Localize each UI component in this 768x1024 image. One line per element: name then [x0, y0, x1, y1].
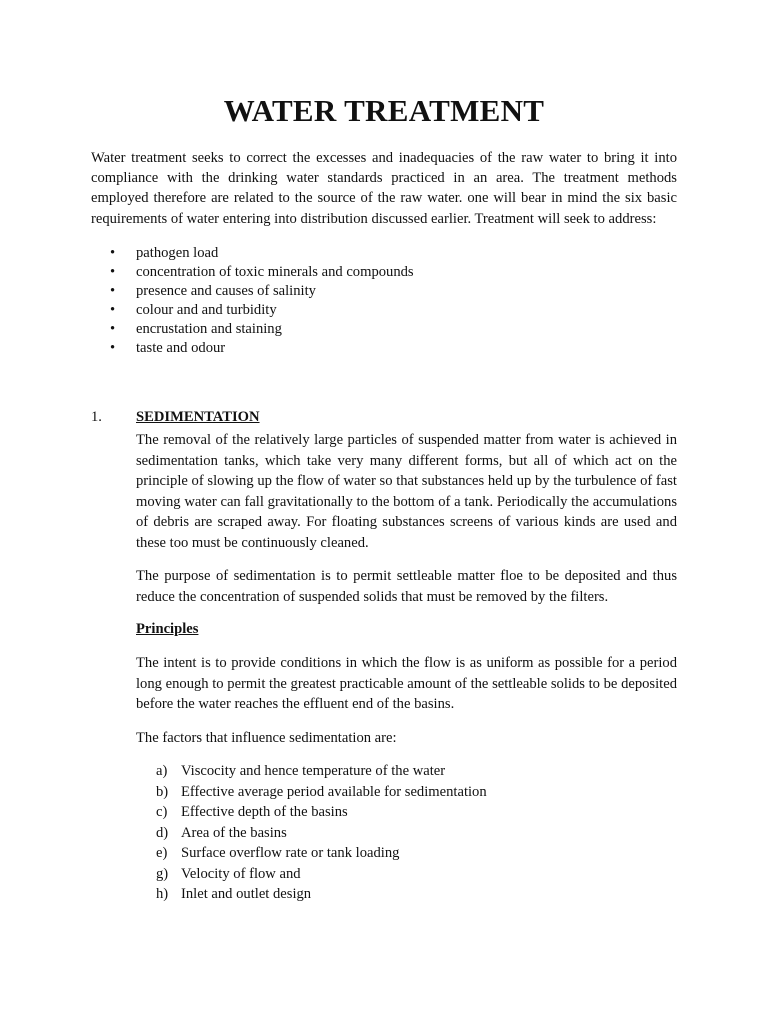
principles-paragraph: The intent is to provide conditions in which the flow is as uniform as possible for a period long enough to permit the greatest practicable amount of the settleable solids to be deposited before the water reaches the effluent end of the basins.	[136, 655, 677, 713]
factors-intro: The factors that influence sedimentation are:	[136, 730, 397, 746]
requirements-list	[108, 244, 414, 359]
bullet-icon: •	[110, 283, 116, 300]
list-item	[108, 263, 414, 282]
list-item	[108, 320, 414, 339]
principles-heading: Principles	[136, 621, 199, 637]
bullet-icon: •	[110, 321, 116, 338]
list-item-text: Viscocity and hence temperature of the water	[181, 763, 446, 779]
list-item	[108, 339, 414, 358]
bullet-icon: •	[110, 302, 116, 319]
document-title: WATER TREATMENT	[223, 93, 545, 128]
list-marker: g)	[156, 865, 169, 882]
list-item	[156, 823, 487, 844]
list-item	[156, 843, 487, 864]
list-item-text: colour and and turbidity	[136, 302, 277, 319]
list-marker: c)	[156, 804, 168, 820]
list-item-text: Area of the basins	[181, 824, 287, 841]
intro-paragraph: Water treatment seeks to correct the excesses and inadequacies of the raw water to bring it into compliance with the drinking water standards practiced in an area. The treatment methods employed therefore are related to the source of the raw water. one will bear in mind the six basic requirements of water entering into distribution discussed earlier. Treatment will seek to address:	[91, 150, 677, 227]
list-item	[108, 282, 414, 301]
list-item	[108, 244, 414, 263]
list-item	[156, 761, 487, 782]
list-marker: e)	[156, 845, 168, 861]
list-item-text: pathogen load	[136, 245, 219, 261]
list-item-text: taste and odour	[136, 340, 226, 357]
list-item	[156, 802, 487, 823]
list-item-text: Effective average period available for sedimentation	[181, 783, 487, 800]
sedimentation-paragraph-2: The purpose of sedimentation is to permit settleable matter floe to be deposited and thus reduce the concentration of suspended solids that must be removed by the filters.	[136, 568, 677, 605]
list-item	[108, 301, 414, 320]
section-heading: SEDIMENTATION	[136, 409, 260, 425]
list-item-text: Surface overflow rate or tank loading	[181, 845, 400, 861]
list-item-text: Velocity of flow and	[181, 865, 301, 882]
list-marker: d)	[156, 824, 169, 841]
list-marker: h)	[156, 886, 169, 902]
section-number: 1.	[91, 409, 102, 425]
list-marker: a)	[156, 763, 168, 779]
list-item-text: Inlet and outlet design	[181, 886, 312, 902]
list-marker: b)	[156, 783, 169, 800]
list-item	[156, 782, 487, 803]
list-item-text: presence and causes of salinity	[136, 283, 316, 300]
bullet-icon: •	[110, 340, 116, 357]
factors-list	[156, 761, 487, 905]
bullet-icon: •	[110, 264, 116, 281]
sedimentation-paragraph-1: The removal of the relatively large particles of suspended matter from water is achieved in sedimentation tanks, which take very many different forms, but all of which act on the principle of slowing up the flow of water so that substances held up by the turbulence of fast moving water can fall gravitationally to the bottom of a tank. Periodically the accumulations of debris are scraped away. For floating substances screens of various kinds are used and these too must be continuously cleaned.	[136, 432, 677, 551]
list-item-text: encrustation and staining	[136, 321, 282, 338]
list-item-text: Effective depth of the basins	[181, 804, 348, 820]
list-item	[156, 884, 487, 905]
bullet-icon: •	[110, 245, 116, 261]
list-item	[156, 864, 487, 885]
list-item-text: concentration of toxic minerals and compounds	[136, 264, 414, 281]
